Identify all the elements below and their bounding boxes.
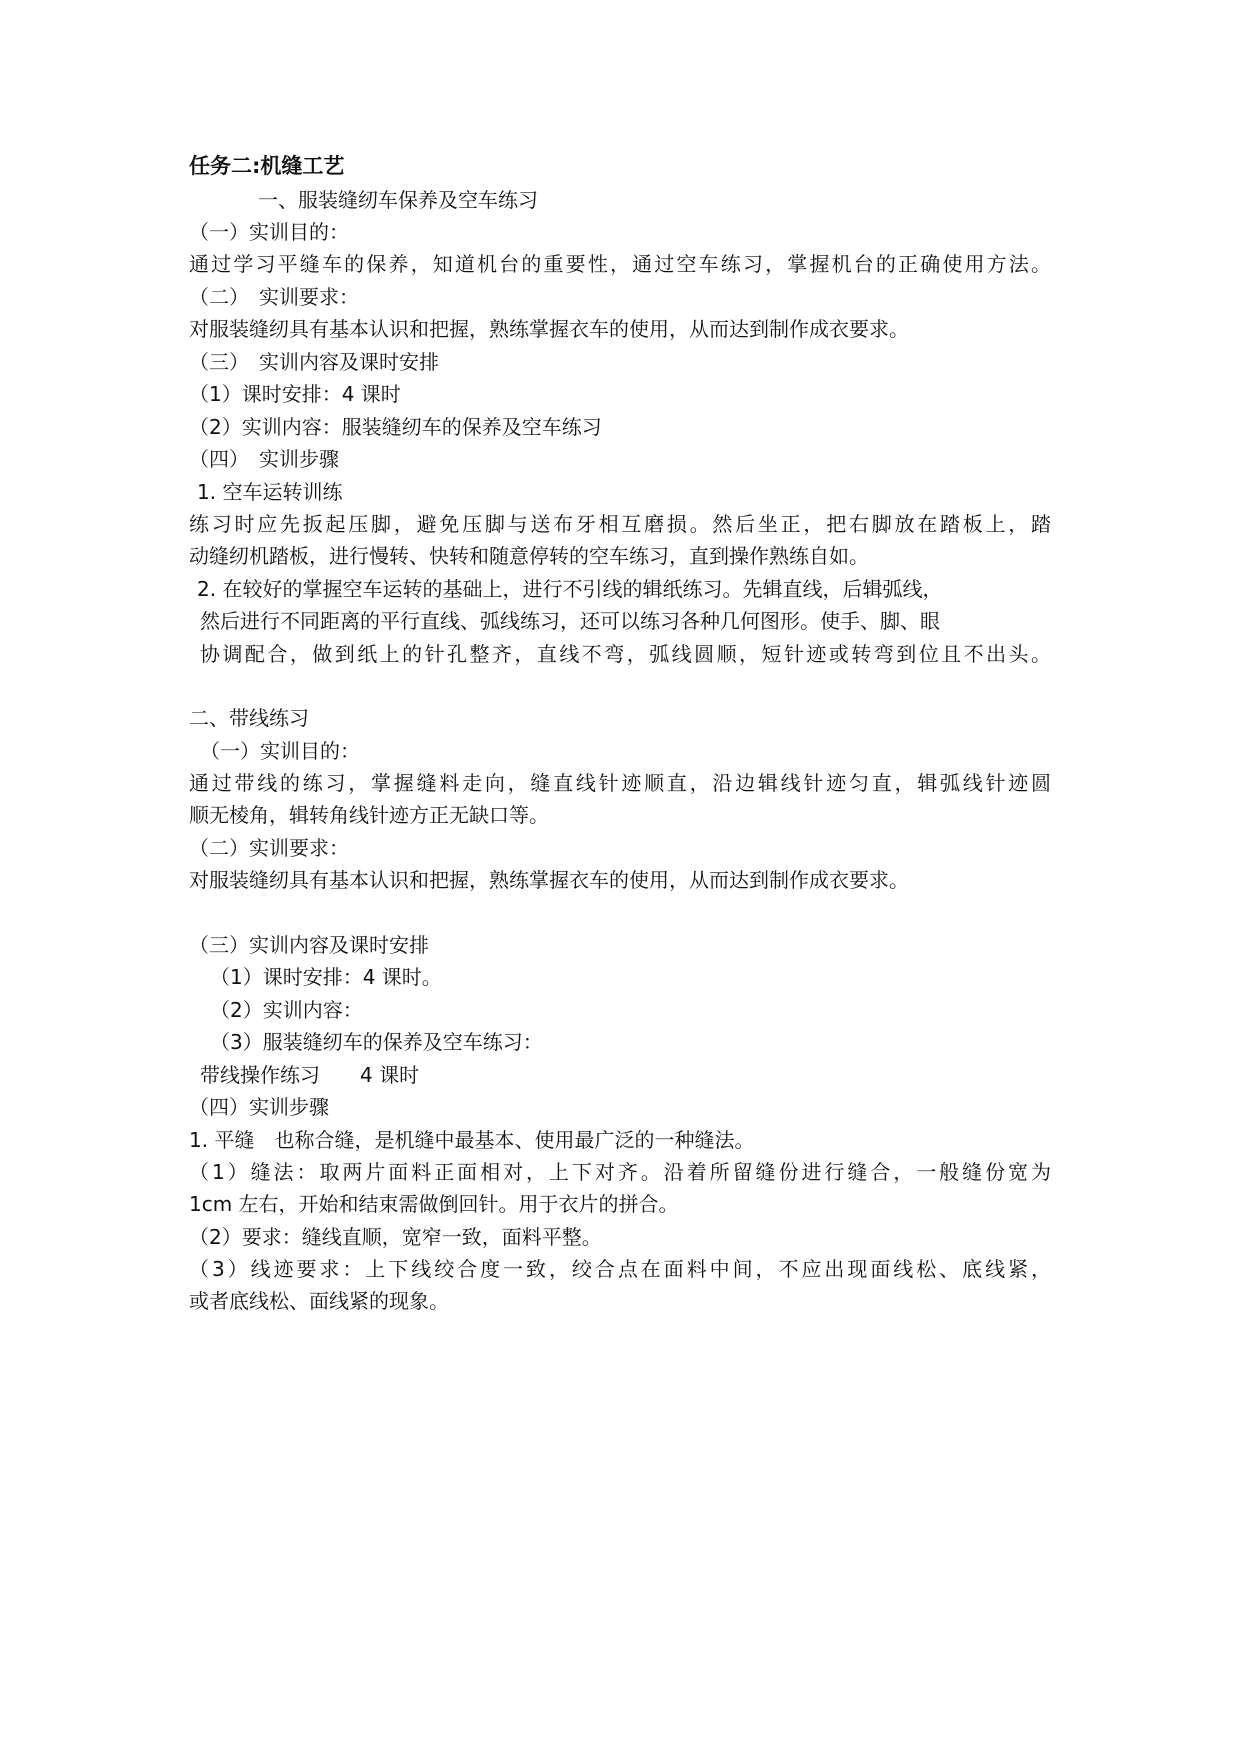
section2-heading: 二、带线练习 — [189, 706, 309, 730]
section2-line-4: （二）实训要求： — [189, 836, 349, 860]
section2-line-11: （四）实训步骤 — [189, 1095, 329, 1119]
section2-line-1: （一）实训目的： — [200, 739, 360, 763]
section1-line-8: （四） 实训步骤 — [189, 447, 339, 471]
section2-line-13: （1）缝法：取两片面料正面相对，上下对齐。沿着所留缝份进行缝合，一般缝份宽为 — [189, 1160, 1051, 1184]
section1-line-5: （三） 实训内容及课时安排 — [189, 350, 439, 374]
section1-line-14: 协调配合，做到纸上的针孔整齐，直线不弯，弧线圆顺，短针迹或转弯到位且不出头。 — [200, 642, 1051, 666]
section2-line-16: （3）线迹要求：上下线绞合度一致，绞合点在面料中间，不应出现面线松、底线紧， — [189, 1257, 1051, 1281]
section2-line-9: （3）服装缝纫车的保养及空车练习： — [210, 1030, 543, 1054]
section2-line-3: 顺无棱角，辑转角线针迹方正无缺口等。 — [189, 803, 549, 827]
section1-line-2: 通过学习平缝车的保养，知道机台的重要性，通过空车练习，掌握机台的正确使用方法。 — [189, 252, 1051, 276]
section1-line-11: 动缝纫机踏板，进行慢转、快转和随意停转的空车练习，直到操作熟练自如。 — [189, 544, 869, 568]
section2-line-7: （1）课时安排：4 课时。 — [210, 965, 442, 989]
section1-line-13: 然后进行不同距离的平行直线、弧线练习，还可以练习各种几何图形。使手、脚、眼 — [200, 609, 940, 633]
section1-heading: 一、服装缝纫车保养及空车练习 — [258, 188, 538, 212]
section1-line-12: 2. 在较好的掌握空车运转的基础上，进行不引线的辑纸练习。先辑直线，后辑弧线， — [197, 577, 943, 601]
section2-line-15: （2）要求：缝线直顺，宽窄一致，面料平整。 — [189, 1225, 602, 1249]
section2-line-6: （三）实训内容及课时安排 — [189, 933, 429, 957]
section1-line-3: （二） 实训要求： — [189, 285, 359, 309]
section1-line-7: （2）实训内容：服装缝纫车的保养及空车练习 — [189, 415, 602, 439]
document-title: 任务二:机缝工艺 — [189, 154, 345, 178]
section2-line-2: 通过带线的练习，掌握缝料走向，缝直线针迹顺直，沿边辑线针迹匀直，辑弧线针迹圆 — [189, 771, 1051, 795]
section2-line-12: 1. 平缝 也称合缝，是机缝中最基本、使用最广泛的一种缝法。 — [189, 1128, 755, 1152]
section1-line-6: （1）课时安排：4 课时 — [189, 382, 401, 406]
section1-line-1: （一）实训目的： — [189, 220, 349, 244]
section2-line-8: （2）实训内容： — [210, 998, 363, 1022]
section2-line-10: 带线操作练习 4 课时 — [200, 1063, 420, 1087]
section2-line-17: 或者底线松、面线紧的现象。 — [189, 1289, 449, 1313]
section1-line-4: 对服装缝纫具有基本认识和把握，熟练掌握衣车的使用，从而达到制作成衣要求。 — [189, 317, 909, 341]
section1-line-9: 1. 空车运转训练 — [197, 480, 343, 504]
section2-line-14: 1cm 左右，开始和结束需做倒回针。用于衣片的拼合。 — [189, 1192, 679, 1216]
section1-line-10: 练习时应先扳起压脚，避免压脚与送布牙相互磨损。然后坐正，把右脚放在踏板上，踏 — [189, 512, 1051, 536]
section2-line-5: 对服装缝纫具有基本认识和把握，熟练掌握衣车的使用，从而达到制作成衣要求。 — [189, 868, 909, 892]
